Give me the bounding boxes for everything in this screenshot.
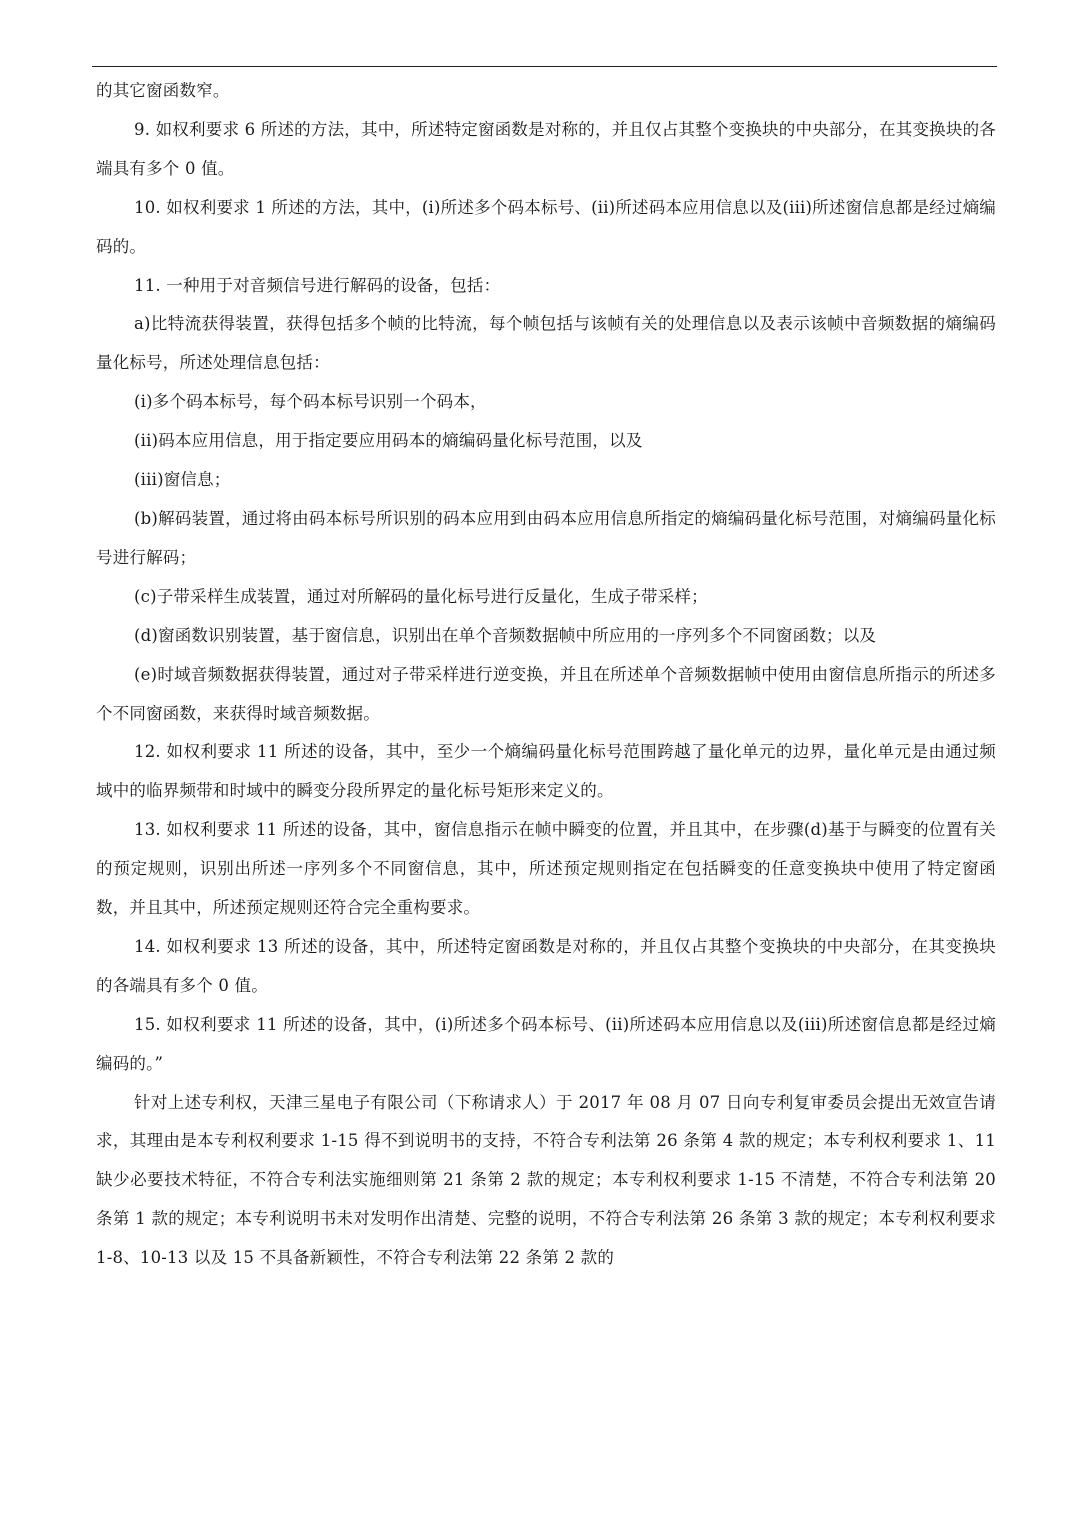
paragraph: 13. 如权利要求 11 所述的设备，其中，窗信息指示在帧中瞬变的位置，并且其中，在步骤(d)基于与瞬变的位置有关的预定规则，识别出所述一序列多个不同窗信息，其中，所述预定规则指定在包括瞬变的任意变换块中使用了特定窗函数，并且其中，所述预定规则还符合完全重构要求。 xyxy=(96,820,996,918)
paragraph: (d)窗函数识别装置，基于窗信息，识别出在单个音频数据帧中所应用的一序列多个不同窗函数；以及 xyxy=(134,625,877,645)
paragraph: 11. 一种用于对音频信号进行解码的设备，包括： xyxy=(134,275,501,295)
paragraph: 10. 如权利要求 1 所述的方法，其中，(i)所述多个码本标号、(ii)所述码本应用信息以及(iii)所述窗信息都是经过熵编码的。 xyxy=(96,197,996,256)
paragraph: (b)解码装置，通过将由码本标号所识别的码本应用到由码本应用信息所指定的熵编码量化标号范围，对熵编码量化标号进行解码； xyxy=(96,508,996,567)
paragraph: 12. 如权利要求 11 所述的设备，其中，至少一个熵编码量化标号范围跨越了量化单元的边界，量化单元是由通过频域中的临界频带和时域中的瞬变分段所界定的量化标号矩形来定义的。 xyxy=(96,742,996,801)
paragraph: (ii)码本应用信息，用于指定要应用码本的熵编码量化标号范围，以及 xyxy=(134,431,643,451)
header-rule xyxy=(92,66,997,67)
paragraph: 9. 如权利要求 6 所述的方法，其中，所述特定窗函数是对称的，并且仅占其整个变换块的中央部分，在其变换块的各端具有多个 0 值。 xyxy=(96,119,996,178)
paragraph: (c)子带采样生成装置，通过对所解码的量化标号进行反量化，生成子带采样； xyxy=(134,586,708,606)
paragraph: 针对上述专利权，天津三星电子有限公司（下称请求人）于 2017 年 08 月 07 日向专利复审委员会提出无效宣告请求，其理由是本专利权利要求 1-15 得不到说明书的支持，不符合专利法第 26 条第 4 款的规定；本专利权利要求 1、11 缺少必要技术特征，不符合专利法实施细则第 21 条第 2 款的规定；本专利权利要求 1-15 不清楚，不符合专利法第 20 条第 1 款的规定；本专利说明书未对发明作出清楚、完整的说明，不符合专利法第 26 条第 3 款的规定；本专利权利要求 1-8、10-13 以及 15 不具备新颖性，不符合专利法第 22 条第 2 款的 xyxy=(96,1092,996,1268)
paragraph: 的其它窗函数窄。 xyxy=(96,81,230,100)
paragraph: 15. 如权利要求 11 所述的设备，其中，(i)所述多个码本标号、(ii)所述码本应用信息以及(iii)所述窗信息都是经过熵编码的。” xyxy=(96,1014,996,1073)
paragraph: (iii)窗信息； xyxy=(134,470,231,490)
paragraph: (e)时域音频数据获得装置，通过对子带采样进行逆变换，并且在所述单个音频数据帧中使用由窗信息所指示的所述多个不同窗函数，来获得时域音频数据。 xyxy=(96,664,996,723)
paragraph: 14. 如权利要求 13 所述的设备，其中，所述特定窗函数是对称的，并且仅占其整个变换块的中央部分，在其变换块的各端具有多个 0 值。 xyxy=(96,936,996,995)
document-body xyxy=(96,72,996,1278)
paragraph: a)比特流获得装置，获得包括多个帧的比特流，每个帧包括与该帧有关的处理信息以及表示该帧中音频数据的熵编码量化标号，所述处理信息包括： xyxy=(96,314,996,373)
paragraph: (i)多个码本标号，每个码本标号识别一个码本， xyxy=(134,392,487,412)
